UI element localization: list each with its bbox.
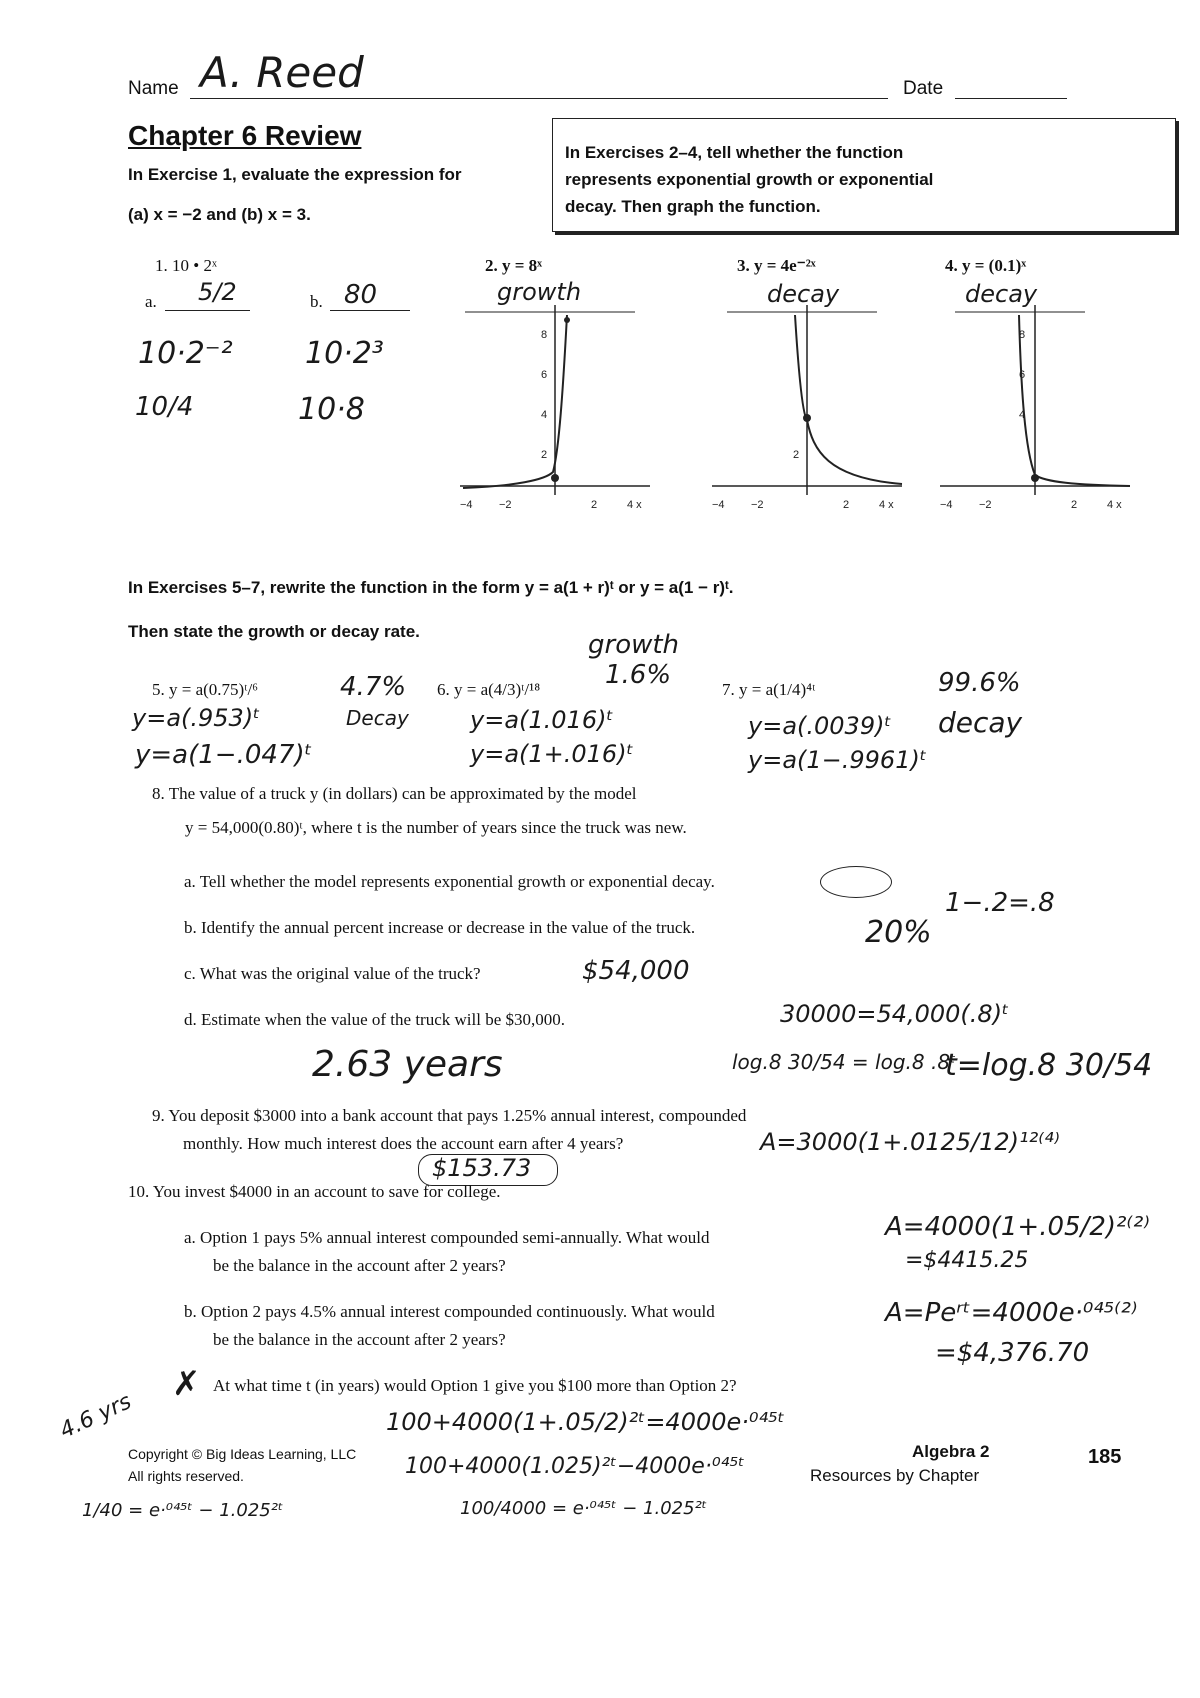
- ex9-answer: $153.73: [432, 1154, 532, 1182]
- ex10-c-side: 4.6 yrs: [56, 1389, 136, 1444]
- graph-2-plot: [455, 250, 655, 520]
- date-label: Date: [903, 78, 944, 99]
- g2-xtick-2: 2: [591, 499, 598, 511]
- g3-xtick-n4: −4: [712, 499, 725, 511]
- ex10-c-work-3: 100/4000 = e·⁰⁴⁵ᵗ − 1.025²ᵗ: [460, 1498, 708, 1519]
- g4-xtick-4: 4 x: [1107, 499, 1122, 511]
- graph-2-answer: growth: [497, 278, 582, 306]
- ex1-a-label: a.: [145, 292, 157, 311]
- ex5-prompt: 5. y = a(0.75)ᵗ/⁶: [152, 680, 259, 699]
- ex8-line-1: 8. The value of a truck y (in dollars) can be approximated by the model: [152, 784, 637, 803]
- ex8-d-answer: 2.63 years: [312, 1044, 503, 1085]
- g2-ytick-4: 4: [541, 409, 548, 421]
- ex5-work-1: y=a(.953)ᵗ: [132, 704, 261, 732]
- graph-3-label: 3. y = 4e⁻²ˣ: [737, 256, 816, 275]
- ex5-work-2: y=a(1−.047)ᵗ: [135, 740, 313, 770]
- g3-xtick-2: 2: [843, 499, 850, 511]
- ex9-work: A=3000(1+.0125/12)¹²⁽⁴⁾: [760, 1128, 1060, 1156]
- ex8-b-work: 1−.2=.8: [945, 888, 1055, 918]
- page-number: 185: [1088, 1446, 1122, 1468]
- ex5-7-instructions-2: Then state the growth or decay rate.: [128, 622, 420, 641]
- ex9-line-2: monthly. How much interest does the account earn after 4 years?: [183, 1134, 624, 1153]
- ex1-b-label: b.: [310, 292, 323, 311]
- box-line-1: In Exercises 2–4, tell whether the function: [565, 143, 904, 162]
- ex10-c-work-4: 1/40 = e·⁰⁴⁵ᵗ − 1.025²ᵗ: [82, 1500, 284, 1521]
- ex10-c-work-1: 100+4000(1+.05/2)²ᵗ=4000e·⁰⁴⁵ᵗ: [386, 1408, 785, 1436]
- g2-ytick-6: 6: [541, 369, 548, 381]
- ex10-a-2: be the balance in the account after 2 years?: [213, 1256, 506, 1275]
- ex5-rate: 4.7%: [340, 672, 407, 702]
- ex1-instructions: In Exercise 1, evaluate the expression for: [128, 165, 462, 184]
- decay-circle: [820, 866, 892, 898]
- ex8-line-2: y = 54,000(0.80)ᵗ, where t is the number of years since the truck was new.: [185, 818, 687, 837]
- graph-4-label: 4. y = (0.1)ˣ: [945, 256, 1027, 275]
- ex6-work-1: y=a(1.016)ᵗ: [470, 706, 614, 734]
- graph-3-plot: [707, 250, 907, 520]
- date-line: [955, 98, 1067, 99]
- ex8-d-work-1: 30000=54,000(.8)ᵗ: [780, 1000, 1010, 1028]
- ex5-type: Decay: [346, 706, 409, 730]
- name-line: [190, 98, 888, 99]
- ex10-b-2: be the balance in the account after 2 years?: [213, 1330, 506, 1349]
- graph-4-plot: [935, 250, 1135, 520]
- ex10-c-work-2: 100+4000(1.025)²ᵗ−4000e·⁰⁴⁵ᵗ: [405, 1454, 745, 1479]
- g3-ytick-2: 2: [793, 449, 800, 461]
- graph-exercise-3: [707, 250, 907, 520]
- g2-xtick-n2: −2: [499, 499, 512, 511]
- ex10-a-answer: =$4415.25: [905, 1248, 1029, 1273]
- g3-xtick-4: 4 x: [879, 499, 894, 511]
- g2-ytick-8: 8: [541, 329, 548, 341]
- ex8-d: d. Estimate when the value of the truck will be $30,000.: [184, 1010, 565, 1029]
- g4-xtick-n2: −2: [979, 499, 992, 511]
- ex7-type: decay: [938, 706, 1023, 739]
- ex1-work-b2: 10·8: [298, 392, 365, 427]
- g4-ytick-8: 8: [1019, 329, 1026, 341]
- ex1-b-line: [330, 310, 410, 311]
- box-line-3: decay. Then graph the function.: [565, 197, 821, 216]
- ex9-line-1: 9. You deposit $3000 into a bank account that pays 1.25% annual interest, compounded: [152, 1106, 747, 1125]
- ex10-line-1: 10. You invest $4000 in an account to save for college.: [128, 1182, 501, 1201]
- name-label: Name: [128, 78, 179, 99]
- g2-xtick-4: 4 x: [627, 499, 642, 511]
- g4-xtick-2: 2: [1071, 499, 1078, 511]
- ex10-c: At what time t (in years) would Option 1 give you $100 more than Option 2?: [213, 1376, 737, 1395]
- ex7-work-2: y=a(1−.9961)ᵗ: [748, 746, 927, 774]
- ex1-work-a2: 10/4: [135, 392, 194, 422]
- ex7-prompt: 7. y = a(1/4)⁴ᵗ: [722, 680, 816, 699]
- ex1-b-answer: 80: [344, 280, 378, 310]
- ex1-work-a1: 10·2⁻²: [138, 336, 233, 371]
- copyright-line-2: All rights reserved.: [128, 1468, 244, 1484]
- g2-ytick-2: 2: [541, 449, 548, 461]
- copyright-line-1: Copyright © Big Ideas Learning, LLC: [128, 1446, 357, 1462]
- g4-ytick-6: 6: [1019, 369, 1026, 381]
- ex1-instructions-2: (a) x = −2 and (b) x = 3.: [128, 205, 311, 224]
- ex10-b-answer: =$4,376.70: [935, 1338, 1090, 1368]
- ex6-prompt: 6. y = a(4/3)ᵗ/¹⁸: [437, 680, 541, 699]
- ex10-a-work: A=4000(1+.05/2)²⁽²⁾: [885, 1212, 1150, 1242]
- book-subtitle: Resources by Chapter: [810, 1466, 980, 1485]
- ex6-work-2: y=a(1+.016)ᵗ: [470, 740, 634, 768]
- ex8-d-work-2: log.8 30/54 = log.8 .8ᵗ: [732, 1050, 956, 1074]
- ex10-a-1: a. Option 1 pays 5% annual interest compounded semi-annually. What would: [184, 1228, 710, 1247]
- page-title: Chapter 6 Review: [128, 120, 362, 151]
- crossed-out-mark: ✗: [172, 1364, 201, 1404]
- ex10-b-work: A=Peʳᵗ=4000e·⁰⁴⁵⁽²⁾: [885, 1298, 1138, 1328]
- ex8-b-answer: 20%: [865, 915, 932, 950]
- box-line-2: represents exponential growth or exponential: [565, 170, 934, 189]
- g2-xtick-n4: −4: [460, 499, 473, 511]
- name-signature: A. Reed: [200, 48, 364, 97]
- graph-4-answer: decay: [965, 280, 1038, 308]
- graph-3-answer: decay: [767, 280, 840, 308]
- g3-xtick-n2: −2: [751, 499, 764, 511]
- ex8-c-answer: $54,000: [582, 956, 690, 986]
- ex8-b: b. Identify the annual percent increase or decrease in the value of the truck.: [184, 918, 696, 937]
- ex1-a-answer: 5/2: [198, 278, 237, 306]
- ex7-work-1: y=a(.0039)ᵗ: [748, 712, 892, 740]
- ex7-rate: 99.6%: [938, 668, 1021, 698]
- graph-exercise-4: [935, 250, 1135, 520]
- g4-ytick-4: 4: [1019, 409, 1026, 421]
- ex8-c: c. What was the original value of the truck?: [184, 964, 481, 983]
- ex8-a: a. Tell whether the model represents exponential growth or exponential decay.: [184, 872, 715, 891]
- ex8-d-work-3: t=log.8 30/54: [945, 1048, 1153, 1083]
- instruction-box: [552, 118, 1176, 232]
- ex1-a-line: [165, 310, 250, 311]
- g4-xtick-n4: −4: [940, 499, 953, 511]
- ex6-rate: 1.6%: [605, 660, 672, 690]
- ex5-7-instructions: In Exercises 5–7, rewrite the function in the form y = a(1 + r)ᵗ or y = a(1 − r)ᵗ.: [128, 578, 734, 597]
- book-title: Algebra 2: [912, 1442, 990, 1461]
- ex1-prompt: 1. 10 • 2ˣ: [155, 256, 217, 275]
- ex10-b-1: b. Option 2 pays 4.5% annual interest compounded continuously. What would: [184, 1302, 715, 1321]
- graph-exercise-2: [455, 250, 655, 520]
- ex6-type: growth: [588, 630, 680, 660]
- ex1-work-b1: 10·2³: [305, 336, 384, 371]
- graph-2-label: 2. y = 8ˣ: [485, 256, 543, 275]
